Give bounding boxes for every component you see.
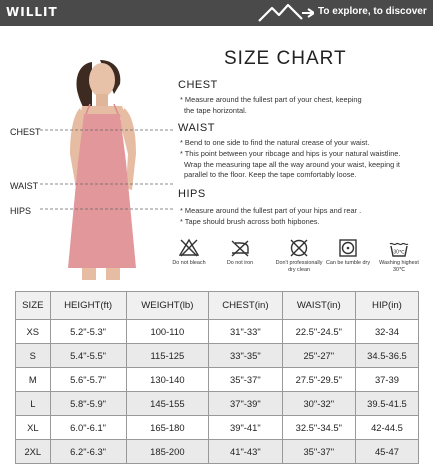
table-header: WEIGHT(lb) xyxy=(126,292,209,320)
waist-label: WAIST xyxy=(10,181,39,191)
waist-heading: WAIST xyxy=(178,122,215,134)
care-label: Can be tumble dry xyxy=(325,260,371,266)
table-cell: 5.6"-5.7" xyxy=(50,368,126,392)
no-iron-icon xyxy=(229,238,251,258)
table-header: WAIST(in) xyxy=(282,292,355,320)
care-item-wash-30 xyxy=(374,238,424,273)
care-item-no-dry-clean xyxy=(274,238,324,273)
table-cell: 165-180 xyxy=(126,416,209,440)
hips-line: * Tape should brush across both hipbones. xyxy=(180,216,320,226)
table-row xyxy=(16,416,419,440)
table-cell: 22.5"-24.5" xyxy=(282,320,355,344)
hips-text xyxy=(180,206,430,228)
table-cell: 39.5-41.5 xyxy=(355,392,418,416)
table-cell: 35"-37" xyxy=(209,368,282,392)
table-cell: 145-155 xyxy=(126,392,209,416)
table-header: SIZE xyxy=(16,292,51,320)
table-cell: 37"-39" xyxy=(209,392,282,416)
table-header: CHEST(in) xyxy=(209,292,282,320)
table-cell: 32.5"-34.5" xyxy=(282,416,355,440)
waist-line: * Bend to one side to find the natural crease of your waist. xyxy=(180,138,370,147)
tumble-dry-icon xyxy=(338,238,358,258)
hips-line: * Measure around the fullest part of your hips and rear . xyxy=(180,206,362,215)
size-table xyxy=(15,291,419,464)
table-cell: 45-47 xyxy=(355,440,418,464)
table-cell: 185-200 xyxy=(126,440,209,464)
table-cell: 32-34 xyxy=(355,320,418,344)
table-cell: 6.0"-6.1" xyxy=(50,416,126,440)
care-label: Do not bleach xyxy=(172,260,206,266)
table-cell: L xyxy=(16,392,51,416)
care-item-no-iron xyxy=(215,238,265,267)
table-cell: 42-44.5 xyxy=(355,416,418,440)
table-cell: 100-110 xyxy=(126,320,209,344)
table-cell: 31"-33" xyxy=(209,320,282,344)
wash-30-icon xyxy=(388,238,410,258)
table-cell: S xyxy=(16,344,51,368)
hips-heading: HIPS xyxy=(178,188,206,200)
table-cell: 2XL xyxy=(16,440,51,464)
chest-line: the tape horizontal. xyxy=(184,105,247,115)
chest-text xyxy=(180,95,430,117)
table-cell: 130-140 xyxy=(126,368,209,392)
table-header: HIP(in) xyxy=(355,292,418,320)
care-label: Don't professionally dry clean xyxy=(275,260,323,273)
tagline: To explore, to discover xyxy=(318,6,427,17)
table-row xyxy=(16,344,419,368)
header-bar xyxy=(0,0,433,26)
waist-text xyxy=(180,138,430,181)
waist-line: * This point between your ribcage and hips is your natural waistline. xyxy=(180,148,401,158)
mountain-logo-icon xyxy=(258,3,314,23)
care-item-no-bleach xyxy=(164,238,214,267)
brand-logo: WILLIT xyxy=(6,5,58,19)
table-row xyxy=(16,320,419,344)
table-cell: 6.2"-6.3" xyxy=(50,440,126,464)
table-cell: 33"-35" xyxy=(209,344,282,368)
table-cell: 41"-43" xyxy=(209,440,282,464)
table-row xyxy=(16,392,419,416)
care-label: Washing highest 30℃ xyxy=(379,260,419,273)
table-cell: M xyxy=(16,368,51,392)
wash-temp-label: 30℃ xyxy=(393,249,405,256)
table-cell: 30"-32" xyxy=(282,392,355,416)
table-cell: XS xyxy=(16,320,51,344)
table-cell: 5.4"-5.5" xyxy=(50,344,126,368)
waist-line: Wrap the measuring tape all the way around your waist, keeping it xyxy=(184,159,400,169)
no-dry-clean-icon xyxy=(289,238,309,258)
table-cell: 37-39 xyxy=(355,368,418,392)
table-cell: 115-125 xyxy=(126,344,209,368)
care-item-tumble-dry xyxy=(323,238,373,267)
size-chart-title: SIZE CHART xyxy=(224,48,347,69)
model-photo xyxy=(40,58,175,280)
table-header: HEIGHT(ft) xyxy=(50,292,126,320)
table-header-row xyxy=(16,292,419,320)
chest-label: CHEST xyxy=(10,127,41,137)
hips-label: HIPS xyxy=(10,206,32,216)
waist-line: parallel to the floor. Keep the tape comfortably loose. xyxy=(184,170,357,180)
table-cell: 27.5"-29.5" xyxy=(282,368,355,392)
table-row xyxy=(16,440,419,464)
table-cell: 5.8"-5.9" xyxy=(50,392,126,416)
table-cell: 5.2"-5.3" xyxy=(50,320,126,344)
care-label: Do not iron xyxy=(226,260,254,266)
table-cell: 39"-41" xyxy=(209,416,282,440)
table-cell: XL xyxy=(16,416,51,440)
no-bleach-icon xyxy=(179,238,199,258)
chest-heading: CHEST xyxy=(178,79,218,91)
table-cell: 35"-37" xyxy=(282,440,355,464)
table-row xyxy=(16,368,419,392)
table-cell: 34.5-36.5 xyxy=(355,344,418,368)
chest-line: * Measure around the fullest part of your chest, keeping xyxy=(180,95,362,104)
table-cell: 25"-27" xyxy=(282,344,355,368)
